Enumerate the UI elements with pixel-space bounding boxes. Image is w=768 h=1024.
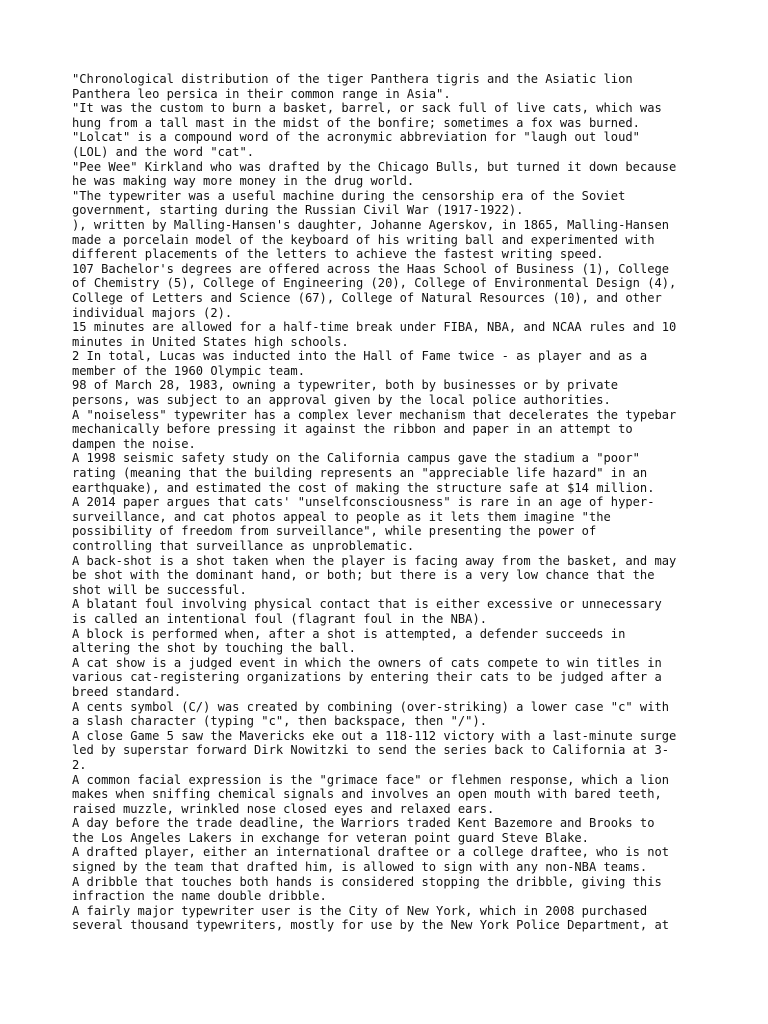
text-line: he was making way more money in the drug world.	[72, 174, 415, 189]
text-line: A common facial expression is the "grimace face" or flehmen response, which a lion	[72, 772, 670, 787]
text-line: Panthera leo persica in their common range in Asia".	[72, 86, 451, 101]
text-line: A back-shot is a shot taken when the player is facing away from the basket, and may	[72, 553, 677, 568]
text-line: raised muzzle, wrinkled nose closed eyes and relaxed ears.	[72, 801, 495, 816]
text-line: College of Letters and Science (67), College of Natural Resources (10), and other	[72, 290, 662, 305]
text-line: minutes in United States high schools.	[72, 334, 349, 349]
text-line: A fairly major typewriter user is the City of New York, which in 2008 purchased	[72, 903, 648, 918]
text-line: A day before the trade deadline, the Warriors traded Kent Bazemore and Brooks to	[72, 816, 655, 831]
text-line: possibility of freedom from surveillance", while presenting the power of	[72, 524, 597, 539]
text-line: shot will be successful.	[72, 582, 247, 597]
text-line: A block is performed when, after a shot is attempted, a defender succeeds in	[72, 626, 626, 641]
text-line: several thousand typewriters, mostly for use by the New York Police Department, at	[72, 918, 670, 933]
text-line: breed standard.	[72, 684, 182, 699]
text-line: "It was the custom to burn a basket, barrel, or sack full of live cats, which was	[72, 101, 662, 116]
document-body	[72, 72, 712, 933]
text-line: different placements of the letters to achieve the fastest writing speed.	[72, 247, 604, 262]
text-line: altering the shot by touching the ball.	[72, 641, 356, 656]
text-line: "Lolcat" is a compound word of the acronymic abbreviation for "laugh out loud"	[72, 130, 640, 145]
text-line: controlling that surveillance as unproblematic.	[72, 539, 415, 553]
text-line: A cents symbol (C/) was created by combining (over-striking) a lower case "c" with	[72, 699, 670, 714]
text-line: A 1998 seismic safety study on the California campus gave the stadium a "poor"	[72, 451, 640, 466]
text-line: member of the 1960 Olympic team.	[72, 363, 305, 378]
text-line: A cat show is a judged event in which the owners of cats compete to win titles in	[72, 655, 662, 670]
text-line: persons, was subject to an approval given by the local police authorities.	[72, 393, 611, 408]
text-line: mechanically before pressing it against the ribbon and paper in an attempt to	[72, 422, 633, 437]
text-line: "Chronological distribution of the tiger Panthera tigris and the Asiatic lion	[72, 72, 633, 86]
text-line: ), written by Malling-Hansen's daughter, Johanne Agerskov, in 1865, Malling-Hansen	[72, 217, 670, 232]
text-line: dampen the noise.	[72, 436, 196, 451]
text-line: "Pee Wee" Kirkland who was drafted by the Chicago Bulls, but turned it down because	[72, 159, 677, 174]
text-line: a slash character (typing "c", then backspace, then "/").	[72, 714, 488, 729]
text-line: 2.	[72, 757, 87, 772]
text-line: "The typewriter was a useful machine during the censorship era of the Soviet	[72, 188, 626, 203]
text-line: made a porcelain model of the keyboard of his writing ball and experimented with	[72, 232, 655, 247]
text-line: the Los Angeles Lakers in exchange for veteran point guard Steve Blake.	[72, 830, 589, 845]
text-line: various cat-registering organizations by entering their cats to be judged after a	[72, 670, 662, 685]
text-line: surveillance, and cat photos appeal to people as it lets them imagine "the	[72, 509, 611, 524]
text-line: led by superstar forward Dirk Nowitzki to send the series back to California at 3-	[72, 743, 670, 758]
text-line: 98 of March 28, 1983, owning a typewriter, both by businesses or by private	[72, 378, 619, 393]
text-line: individual majors (2).	[72, 305, 233, 320]
text-line: infraction the name double dribble.	[72, 889, 327, 904]
text-line: makes when sniffing chemical signals and involves an open mouth with bared teeth,	[72, 787, 662, 802]
text-line: A 2014 paper argues that cats' "unselfconsciousness" is rare in an age of hyper-	[72, 495, 655, 510]
text-line: is called an intentional foul (flagrant foul in the NBA).	[72, 611, 488, 626]
text-line: hung from a tall mast in the midst of the bonfire; sometimes a fox was burned.	[72, 115, 640, 130]
text-line: A dribble that touches both hands is considered stopping the dribble, giving this	[72, 874, 662, 889]
text-line: earthquake), and estimated the cost of making the structure safe at $14 million.	[72, 480, 655, 495]
text-line: rating (meaning that the building represents an "appreciable life hazard" in an	[72, 466, 648, 481]
text-line: A "noiseless" typewriter has a complex lever mechanism that decelerates the typebar	[72, 407, 677, 422]
text-line: (LOL) and the word "cat".	[72, 144, 255, 159]
text-line: 15 minutes are allowed for a half-time break under FIBA, NBA, and NCAA rules and 10	[72, 320, 677, 335]
text-line: be shot with the dominant hand, or both; but there is a very low chance that the	[72, 568, 655, 583]
text-line: government, starting during the Russian Civil War (1917-1922).	[72, 203, 524, 218]
text-line: A drafted player, either an international draftee or a college draftee, who is not	[72, 845, 670, 860]
text-line: of Chemistry (5), College of Engineering (20), College of Environmental Design (4),	[72, 276, 677, 291]
text-line: signed by the team that drafted him, is allowed to sign with any non-NBA teams.	[72, 860, 648, 875]
text-line: 2 In total, Lucas was inducted into the Hall of Fame twice - as player and as a	[72, 349, 648, 364]
text-line: A blatant foul involving physical contact that is either excessive or unnecessary	[72, 597, 662, 612]
text-line: 107 Bachelor's degrees are offered across the Haas School of Business (1), College	[72, 261, 670, 276]
text-line: A close Game 5 saw the Mavericks eke out a 118-112 victory with a last-minute surge	[72, 728, 677, 743]
